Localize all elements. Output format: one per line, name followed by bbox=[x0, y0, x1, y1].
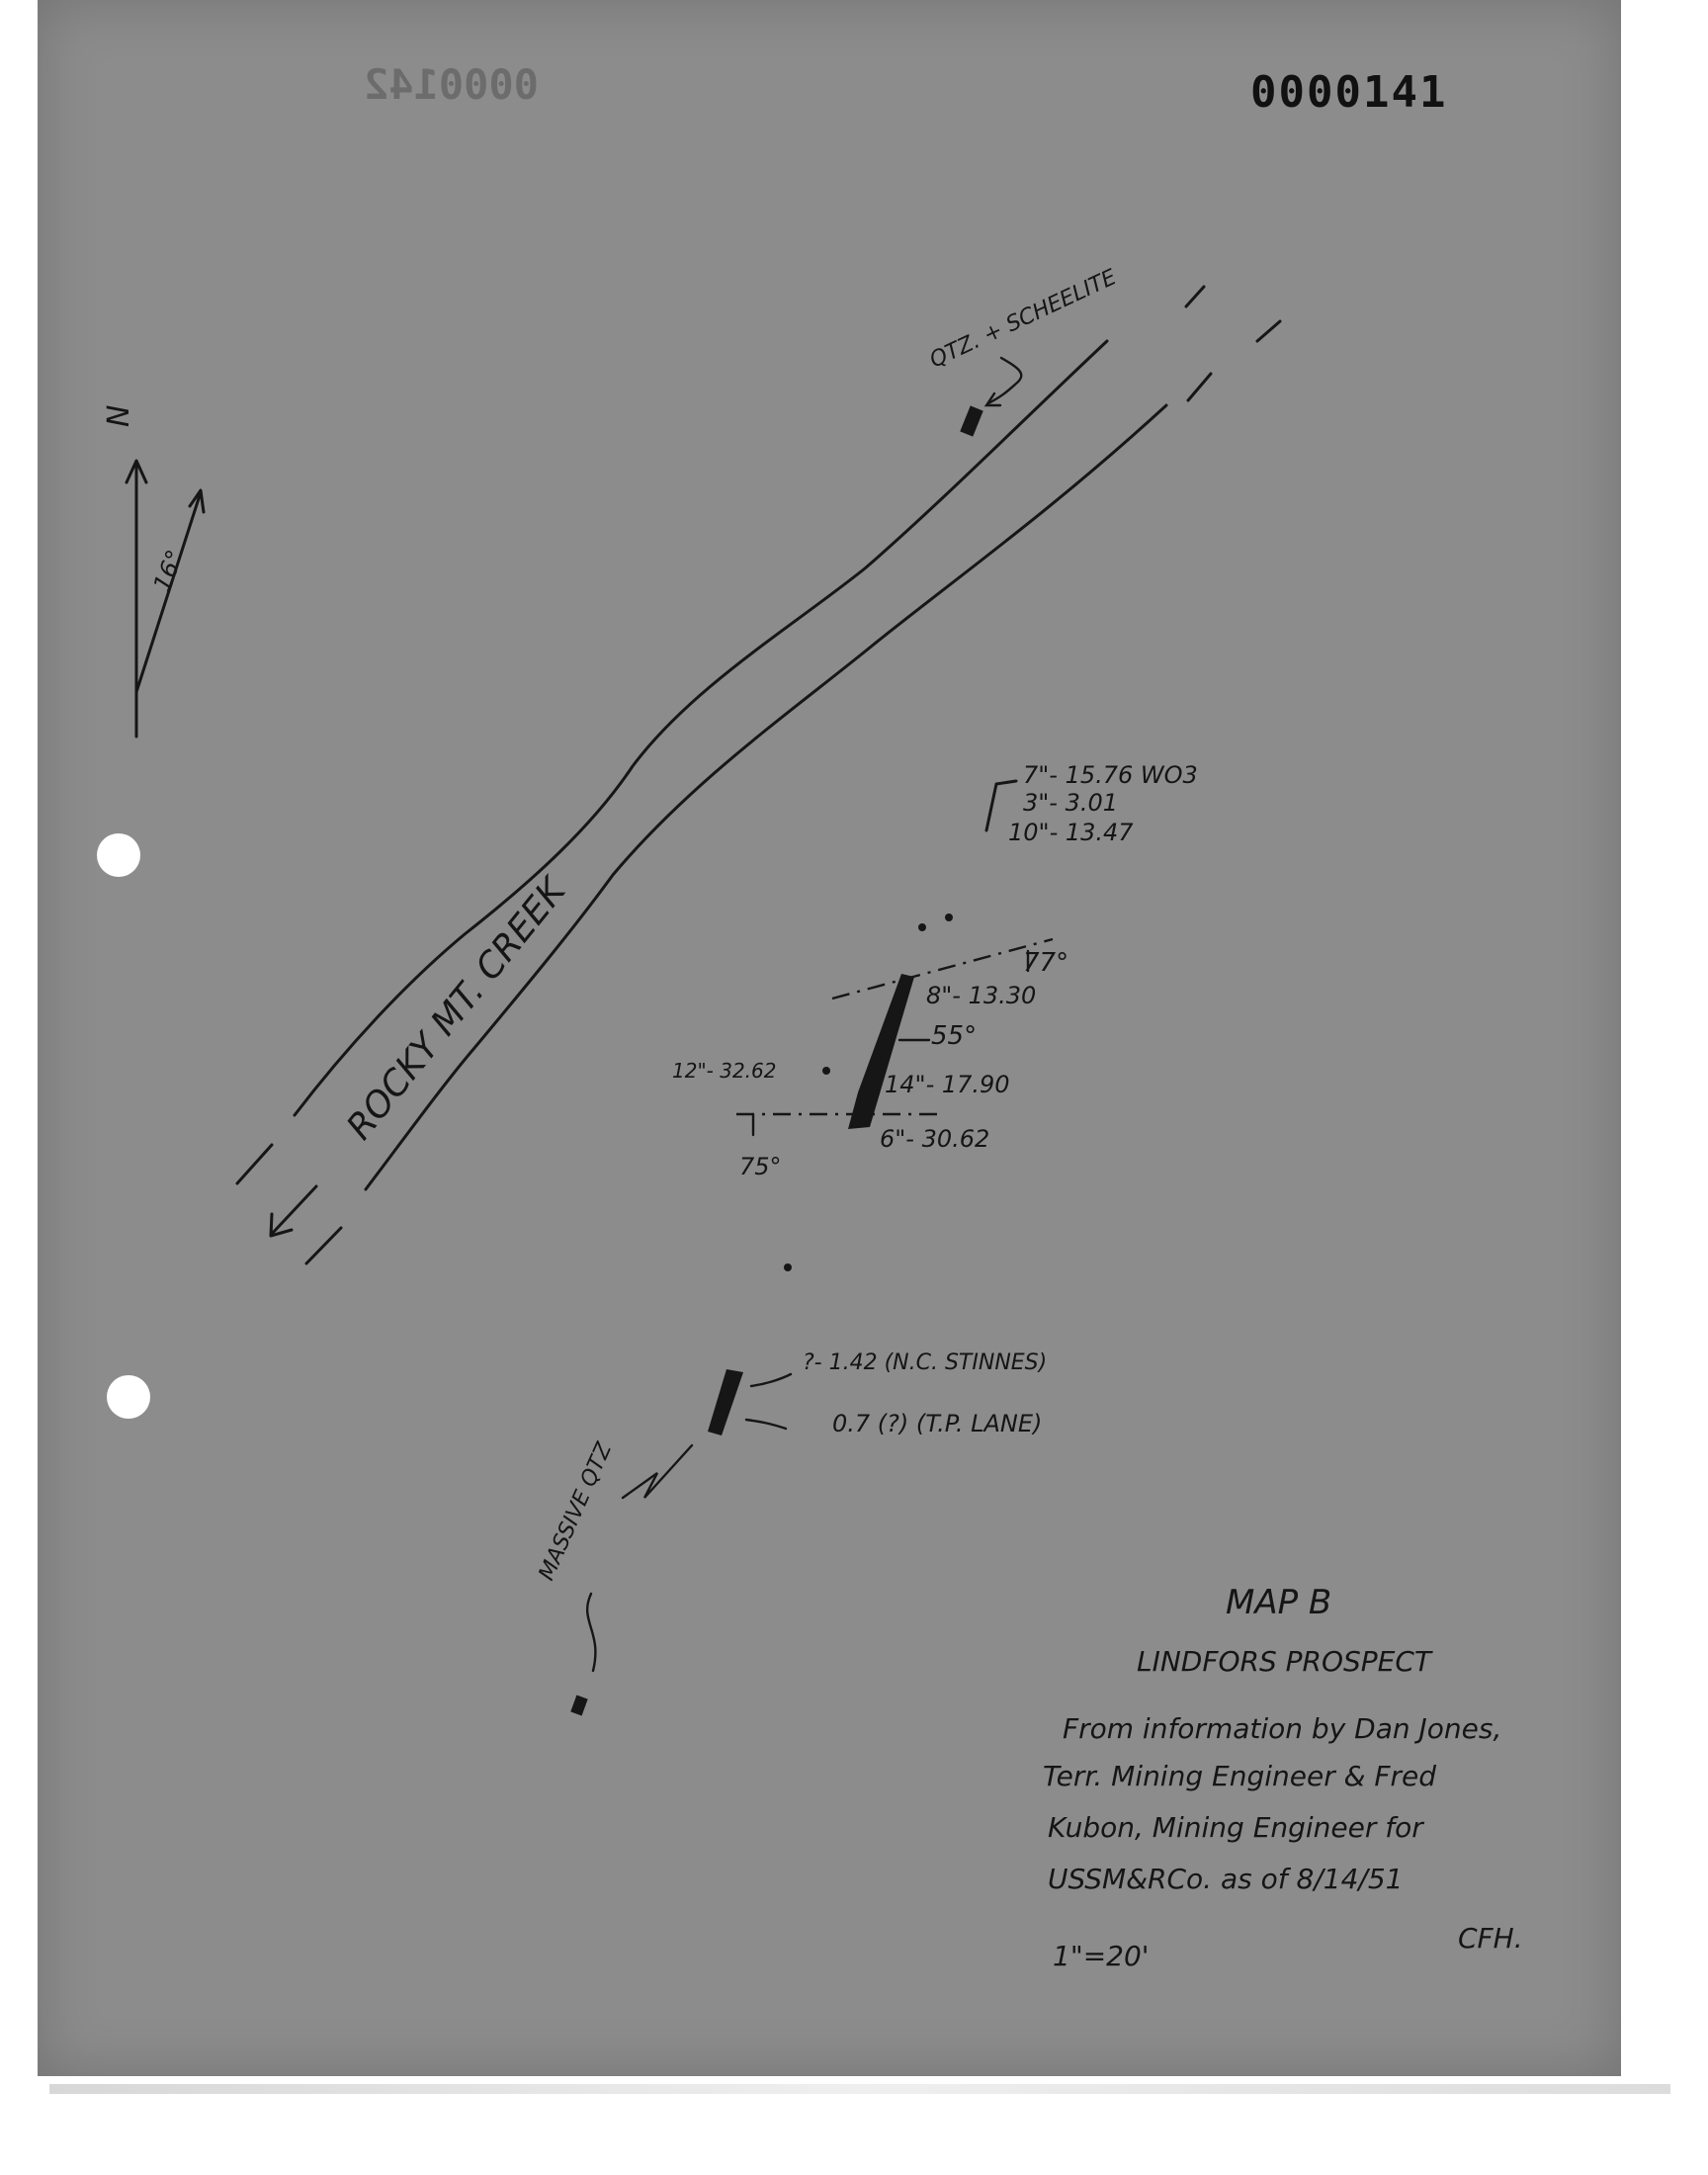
binder-hole-bottom bbox=[107, 1375, 150, 1419]
dip-75-label: 75° bbox=[739, 1153, 782, 1180]
flow-arrow-line bbox=[272, 1186, 316, 1234]
creek-label: ROCKY MT. CREEK bbox=[339, 871, 574, 1148]
leader-line bbox=[751, 1374, 791, 1386]
north-label: N bbox=[102, 404, 136, 427]
binder-hole-top bbox=[97, 833, 140, 877]
lane-sample: 0.7 (?) (T.P. LANE) bbox=[832, 1410, 1043, 1437]
credit-line-1: From information by Dan Jones, bbox=[1063, 1712, 1502, 1745]
massive-qtz-label: MASSIVE QTZ bbox=[534, 1438, 618, 1585]
credit-line-4: USSM&RCo. as of 8/14/51 bbox=[1048, 1863, 1404, 1895]
sample-14in: 14"- 17.90 bbox=[885, 1071, 1010, 1098]
central-vein bbox=[672, 914, 1068, 1271]
sample-8in: 8"- 13.30 bbox=[926, 982, 1037, 1009]
map-title: MAP B bbox=[1226, 1583, 1332, 1622]
declination-label: 16° bbox=[147, 546, 190, 596]
creek-bank-dash bbox=[1186, 287, 1204, 306]
credit-line-3: Kubon, Mining Engineer for bbox=[1048, 1811, 1423, 1844]
creek-bank-dash bbox=[1188, 374, 1211, 400]
creek-bank-dash bbox=[1257, 321, 1280, 341]
stinnes-sample: ?- 1.42 (N.C. STINNES) bbox=[803, 1350, 1048, 1375]
leader-line bbox=[587, 1594, 595, 1671]
qtz-scheelite-label: QTZ. + SCHEELITE bbox=[925, 265, 1121, 374]
map-scale: 1"=20' bbox=[1053, 1940, 1150, 1972]
massive-qtz-leader bbox=[623, 1445, 692, 1498]
sample-3in: 3"- 3.01 bbox=[1023, 789, 1119, 817]
title-block bbox=[1043, 1583, 1523, 1972]
hatched-outcrop-icon bbox=[960, 405, 982, 436]
leader-line bbox=[746, 1420, 786, 1429]
north-arrow bbox=[102, 405, 204, 737]
ghost-document-number: 0000142 bbox=[363, 60, 539, 109]
outcrop-marker-icon bbox=[570, 1695, 587, 1715]
creek-bank-dash bbox=[237, 1145, 272, 1183]
prospect-name: LINDFORS PROSPECT bbox=[1137, 1645, 1432, 1678]
author-initials: CFH. bbox=[1458, 1922, 1523, 1955]
sample-point bbox=[822, 1067, 830, 1075]
dip-77-label: 77° bbox=[1023, 948, 1069, 978]
vein-trace-icon bbox=[848, 974, 914, 1129]
sample-6in: 6"- 30.62 bbox=[880, 1125, 990, 1153]
point-marker bbox=[784, 1263, 792, 1271]
dip-55-label: 55° bbox=[931, 1021, 978, 1051]
creek-bank-dash bbox=[306, 1228, 341, 1263]
credit-line-2: Terr. Mining Engineer & Fred bbox=[1043, 1760, 1436, 1792]
lower-vein bbox=[535, 1350, 1048, 1716]
hatched-vein-icon bbox=[708, 1369, 743, 1436]
document-number: 0000141 bbox=[1250, 67, 1448, 118]
sample-10in: 10"- 13.47 bbox=[1008, 819, 1134, 846]
sample-wo3: 7"- 15.76 WO3 bbox=[1023, 761, 1198, 789]
qtz-scheelite-occurrence bbox=[926, 265, 1120, 436]
point-marker bbox=[918, 923, 926, 931]
point-marker bbox=[945, 914, 953, 921]
sample-12in: 12"- 32.62 bbox=[672, 1059, 777, 1083]
sample-cluster-upper bbox=[986, 761, 1198, 846]
